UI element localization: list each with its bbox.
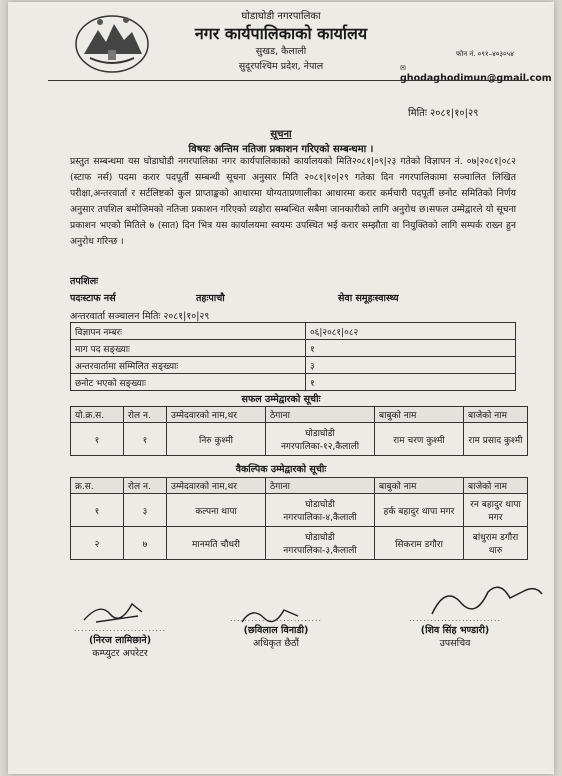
signatory-role: अधिकृत छैठौं	[253, 638, 299, 649]
office-province: सुदूरपश्चिम प्रदेश, नेपाल	[238, 61, 324, 72]
table-row: विज्ञापन नम्बरः ०६|२०८१|०८२	[71, 323, 516, 340]
success-list-title: सफल उम्मेद्वारको सूचीः	[241, 394, 321, 405]
signatory-name: (छविलाल विनाडी)	[243, 625, 309, 636]
table-row: १ १ निरु कुश्मी घोडाघोडी नगरपालिका-१२,कैलाली राम चरण कुश्मी राम प्रसाद कुश्मी	[71, 423, 528, 456]
notice-body: प्रस्तुत सम्बन्धमा यस घोडाघोडी नगरपालिका नगर कार्यपालिकाको कार्यालयको मिति२०८१|०९|२३ गतेको विज्ञापन नं. ०७|२०८१|०८२ (स्टाफ नर्स) पदमा करार पदपूर्ती सम्बन्धी सूचना अनुसार मिति २०८१|१०|२९ गतेका दिन नगरपालिकामा सञ्चालित लिखित परीक्षा,अन्तरवार्ता र सर्टलिष्टको कुल प्राप्ताङ्कको आधारमा योग्यताप्रणालीका आधारमा करार कर्मचारी पदपूर्ती छनोट समितिको निर्णय अनुसार तपशिल बमोजिमको नतिजा प्रकाशन गरिएको व्यहोरा सम्बन्धित सबैमा जानकारीको लागि अनुरोध छ।सफल उम्मेद्वारले यो सूचना प्रकाशन भएको मितिले ७ (सात) दिन भित्र यस कार्यालयमा स्वयमः उपस्थित भई करार सम्झौता वा नियुक्तिको लागि सम्पर्क राख्न हुन अनुरोध गरिन्छ ।	[70, 156, 516, 247]
interview-date: अन्तरवार्ता सञ्चालन मितिः २०८१|१०|२९	[70, 311, 210, 322]
signatory-name: (निरज लामिछाने)	[88, 635, 152, 646]
service-group: सेवा समूहःस्वास्थ्य	[338, 293, 399, 304]
details-heading: तपशिलः	[70, 276, 99, 287]
office-title: नगर कार्यपालिकाको कार्यालय	[194, 24, 368, 43]
signature-block: .......................... (छविलाल विनाडी) अधिकृत छैठौं	[216, 614, 336, 649]
post-name: पदःस्टाफ नर्स	[70, 293, 116, 304]
alternate-candidates-table	[70, 477, 528, 560]
table-row: २ ७ मानमति चौधरी घोडाघोडी नगरपालिका-३,कैलाली सिकराम डगौरा बांधुराम डगौरा थारु	[71, 527, 528, 560]
notice-subject: विषयः अन्तिम नतिजा प्रकाशन गरिएको सम्बन्धमा ।	[188, 144, 374, 155]
header-divider	[48, 80, 528, 81]
signature-scribble	[80, 592, 150, 628]
notice-date: मितिः २०८१|१०|२९	[408, 108, 479, 119]
success-candidates-table	[70, 406, 528, 456]
notice-title: सूचना	[270, 129, 292, 140]
office-phone: फोन नं. ०९१–४०३०५४	[456, 50, 514, 58]
signatory-role: कम्प्युटर अपरेटर	[92, 648, 148, 659]
signature-block: .......................... (शिव सिंह भण्डारी) उपसचिव	[390, 614, 520, 649]
table-row: १ ३ कल्पना थापा घोडाघोडी नगरपालिका-४,कैलाली हर्क बहादुर थापा मगर रन बहादुर थापा मगर	[71, 494, 528, 527]
table-header-row: यो.क्र.स. रोल न. उम्मेदवारको नाम,थर ठेगाना बाबुको नाम बाजेको नाम	[71, 407, 528, 423]
signatory-role: उपसचिव	[439, 638, 471, 649]
signature-block: .......................... (निरज लामिछाने) कम्प्युटर अपरेटर	[60, 624, 180, 659]
email-icon: ✉	[400, 64, 406, 72]
office-location: सुखड, कैलाली	[255, 46, 307, 57]
table-row: माग पद सङ्ख्याः १	[71, 340, 516, 357]
table-header-row: क्र.स. रोल न. उम्मेदवारको नाम,थर ठेगाना बाबुको नाम बाजेको नाम	[71, 478, 528, 494]
document-page	[8, 2, 554, 774]
table-row: अन्तरवार्तामा सम्मिलित सङ्ख्याः ३	[71, 357, 516, 374]
municipality-name: घोडाघोडी नगरपालिका	[241, 11, 321, 22]
office-email: ✉ ghodaghodimun@gmail.com	[400, 64, 552, 84]
post-level: तहःपाचौ	[196, 293, 225, 304]
table-row: छनोट भएको सङ्ख्याः १	[71, 374, 516, 391]
signatory-name: (शिव सिंह भण्डारी)	[420, 625, 490, 636]
vacancy-info-table	[70, 322, 516, 391]
alternate-list-title: वैकल्पिक उम्मेद्वारको सूचीः	[235, 464, 327, 475]
